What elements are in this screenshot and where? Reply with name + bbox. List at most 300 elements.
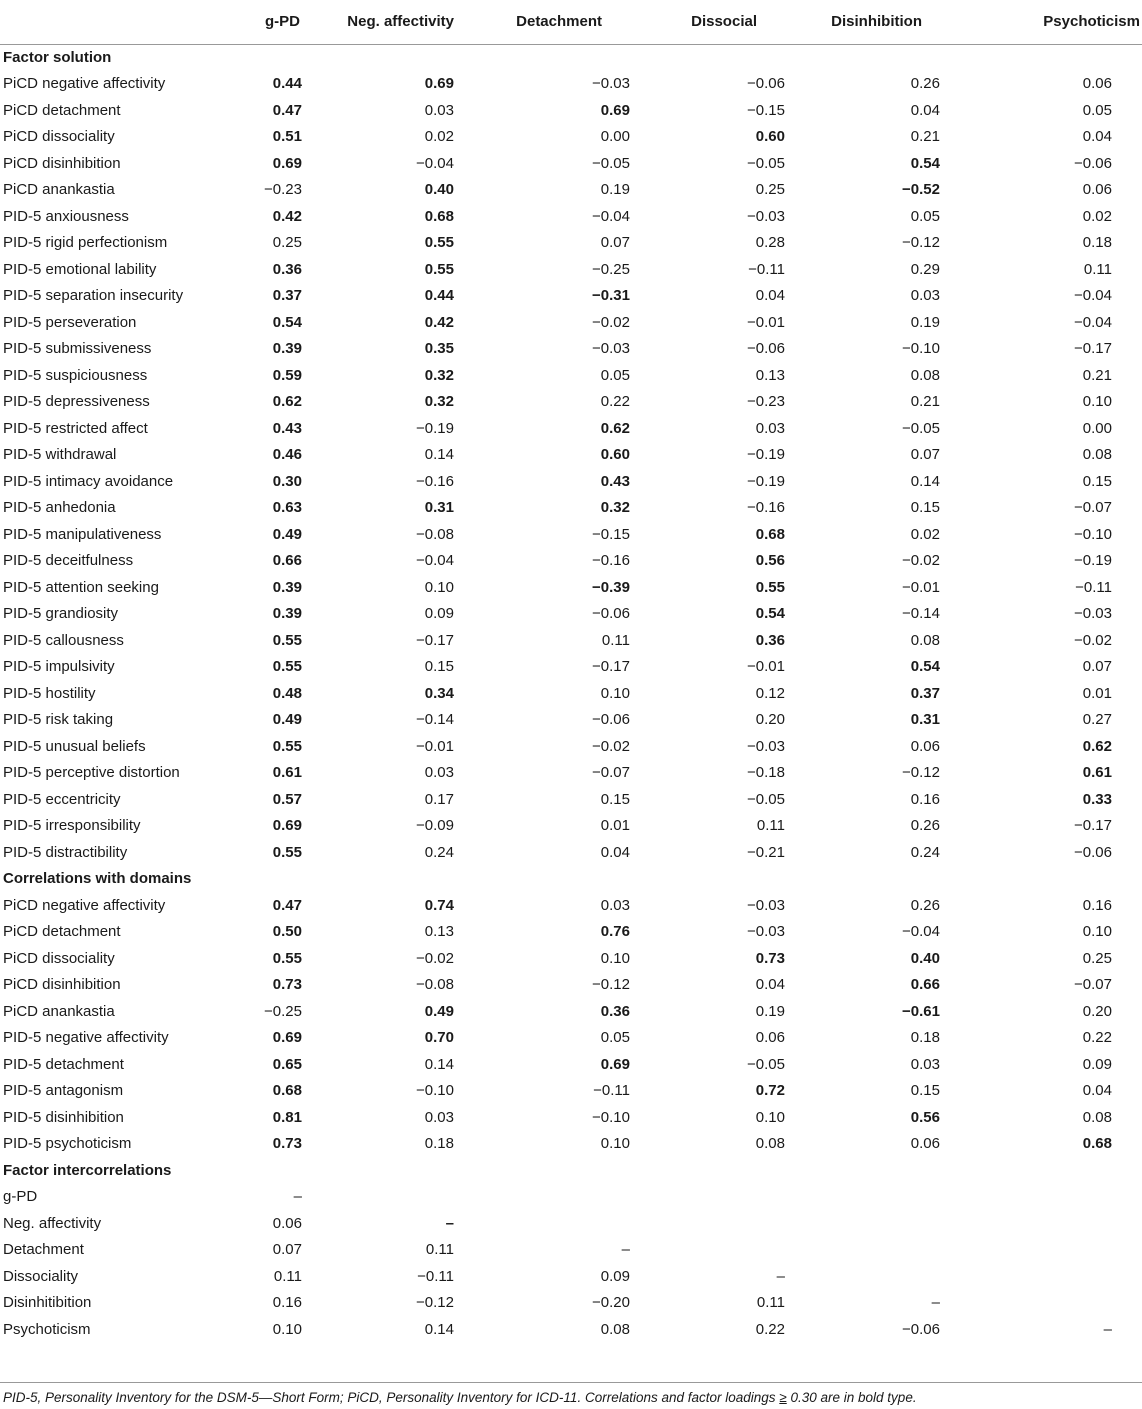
table-cell: 0.37 bbox=[910, 684, 940, 702]
table-cell: −0.14 bbox=[416, 711, 454, 729]
table-cell: 0.74 bbox=[424, 896, 454, 914]
table-cell: −0.14 bbox=[902, 605, 940, 623]
table-cell: 0.04 bbox=[910, 101, 940, 119]
table-cell: 0.73 bbox=[272, 976, 302, 994]
table-cell: −0.12 bbox=[902, 234, 940, 252]
table-cell bbox=[632, 1210, 786, 1237]
table-row bbox=[0, 1263, 1142, 1290]
table-cell: −0.25 bbox=[264, 1002, 302, 1020]
table-cell: 0.20 bbox=[1082, 1002, 1112, 1020]
table-cell: −0.05 bbox=[592, 154, 630, 172]
table-cell: 0.15 bbox=[910, 1082, 940, 1100]
table-cell: −0.04 bbox=[416, 552, 454, 570]
table-cell bbox=[786, 1237, 942, 1264]
row-label: PiCD dissociality bbox=[3, 949, 115, 967]
table-cell: 0.51 bbox=[272, 128, 302, 146]
table-cell: 0.55 bbox=[272, 843, 302, 861]
header-g-pd: g-PD bbox=[202, 0, 302, 44]
table-cell: 0.07 bbox=[272, 1241, 302, 1259]
table-cell: 0.06 bbox=[1082, 181, 1112, 199]
table-cell: 0.16 bbox=[910, 790, 940, 808]
table-cell: 0.21 bbox=[910, 128, 940, 146]
row-label: PID-5 rigid perfectionism bbox=[3, 234, 168, 252]
table-cell: −0.11 bbox=[593, 1082, 630, 1100]
table-row bbox=[0, 389, 1142, 416]
table-cell: 0.18 bbox=[424, 1135, 454, 1153]
table-cell: −0.17 bbox=[416, 631, 454, 649]
table-cell: 0.81 bbox=[272, 1108, 302, 1126]
table-row bbox=[0, 124, 1142, 151]
table-cell: 0.04 bbox=[755, 976, 785, 994]
table-cell: 0.14 bbox=[910, 472, 940, 490]
table-cell: −0.08 bbox=[416, 976, 454, 994]
table-cell: 0.54 bbox=[272, 313, 302, 331]
table-cell bbox=[456, 1184, 632, 1211]
row-label: PID-5 detachment bbox=[3, 1055, 124, 1073]
table-row bbox=[0, 548, 1142, 575]
table-cell: 0.57 bbox=[272, 790, 302, 808]
row-label: PID-5 separation insecurity bbox=[3, 287, 184, 305]
table-cell: −0.06 bbox=[592, 605, 630, 623]
table-cell: 0.21 bbox=[910, 393, 940, 411]
table-row bbox=[0, 998, 1142, 1025]
table-cell: 0.10 bbox=[600, 949, 630, 967]
table-cell: 0.36 bbox=[755, 631, 785, 649]
table-cell bbox=[632, 1184, 786, 1211]
table-cell: 0.61 bbox=[272, 764, 302, 782]
table-cell: 0.06 bbox=[910, 737, 940, 755]
table-cell: 0.11 bbox=[756, 817, 785, 835]
table-row bbox=[0, 601, 1142, 628]
table-cell: −0.07 bbox=[1074, 499, 1112, 517]
table-cell: −0.10 bbox=[902, 340, 940, 358]
table-cell: −0.04 bbox=[1074, 287, 1112, 305]
table-cell: 0.15 bbox=[600, 790, 630, 808]
table-row bbox=[0, 654, 1142, 681]
row-label: PID-5 attention seeking bbox=[3, 578, 159, 596]
table-row bbox=[0, 336, 1142, 363]
table-cell: 0.07 bbox=[910, 446, 940, 464]
table-cell: −0.01 bbox=[416, 737, 454, 755]
table-row bbox=[0, 972, 1142, 999]
table-cell: 0.28 bbox=[755, 234, 785, 252]
table-cell: 0.47 bbox=[272, 101, 302, 119]
table-cell: 0.55 bbox=[272, 949, 302, 967]
table-footnote bbox=[3, 1390, 917, 1405]
row-label: PID-5 psychoticism bbox=[3, 1135, 132, 1153]
table-cell: 0.02 bbox=[424, 128, 454, 146]
table-cell: −0.19 bbox=[1074, 552, 1112, 570]
row-label: PID-5 hostility bbox=[3, 684, 96, 702]
table-cell: 0.14 bbox=[424, 1320, 454, 1338]
table-cell: −0.12 bbox=[592, 976, 630, 994]
table-cell: −0.02 bbox=[592, 737, 630, 755]
row-label: PID-5 eccentricity bbox=[3, 790, 121, 808]
table-cell: 0.69 bbox=[600, 1055, 630, 1073]
table-row bbox=[0, 1104, 1142, 1131]
table-cell: −0.04 bbox=[902, 923, 940, 941]
table-cell: −0.16 bbox=[592, 552, 630, 570]
table-cell: 0.63 bbox=[272, 499, 302, 517]
table-cell: −0.03 bbox=[592, 75, 630, 93]
table-cell: 0.03 bbox=[910, 1055, 940, 1073]
table-cell: 0.48 bbox=[272, 684, 302, 702]
table-row bbox=[0, 468, 1142, 495]
table-cell: 0.09 bbox=[600, 1267, 630, 1285]
table-cell: −0.19 bbox=[747, 472, 785, 490]
row-label: PID-5 perceptive distortion bbox=[3, 764, 180, 782]
table-cell: 0.33 bbox=[1082, 790, 1112, 808]
table-row bbox=[0, 283, 1142, 310]
table-cell bbox=[456, 1210, 632, 1237]
table-cell: 0.14 bbox=[424, 446, 454, 464]
table-cell: – bbox=[1103, 1320, 1112, 1338]
table-cell: 0.29 bbox=[910, 260, 940, 278]
table-cell: −0.05 bbox=[902, 419, 940, 437]
table-row bbox=[0, 1078, 1142, 1105]
table-cell: −0.21 bbox=[747, 843, 785, 861]
table-row bbox=[0, 256, 1142, 283]
table-cell: −0.03 bbox=[747, 896, 785, 914]
table-cell: 0.05 bbox=[600, 1029, 630, 1047]
table-cell: – bbox=[445, 1214, 454, 1232]
table-cell: −0.10 bbox=[416, 1082, 454, 1100]
row-label: PiCD dissociality bbox=[3, 128, 115, 146]
table-row bbox=[0, 362, 1142, 389]
table-cell: −0.01 bbox=[902, 578, 940, 596]
table-row bbox=[0, 574, 1142, 601]
table-cell: −0.17 bbox=[1074, 817, 1112, 835]
section-header-row bbox=[0, 1157, 1142, 1184]
table-cell: 0.31 bbox=[424, 499, 454, 517]
table-cell: −0.03 bbox=[747, 207, 785, 225]
row-label: Dissociality bbox=[3, 1267, 79, 1285]
table-cell: 0.10 bbox=[600, 684, 630, 702]
table-cell: 0.68 bbox=[755, 525, 785, 543]
table-cell: −0.04 bbox=[416, 154, 454, 172]
table-cell: 0.11 bbox=[756, 1294, 785, 1312]
table-cell: 0.56 bbox=[910, 1108, 940, 1126]
table-cell: −0.12 bbox=[416, 1294, 454, 1312]
table-cell: 0.10 bbox=[1082, 393, 1112, 411]
row-label: PID-5 perseveration bbox=[3, 313, 137, 331]
table-cell: 0.10 bbox=[272, 1320, 302, 1338]
table-cell: 0.32 bbox=[424, 393, 454, 411]
footnote-text-end: 0.30 are in bold type. bbox=[786, 1390, 917, 1405]
table-cell: 0.08 bbox=[1082, 1108, 1112, 1126]
table-cell: 0.40 bbox=[910, 949, 940, 967]
header-disinhibition: Disinhibition bbox=[786, 0, 942, 44]
table-cell: 0.16 bbox=[1082, 896, 1112, 914]
table-cell: −0.06 bbox=[747, 340, 785, 358]
table-cell: −0.02 bbox=[416, 949, 454, 967]
table-cell: 0.62 bbox=[1082, 737, 1112, 755]
table-cell: 0.04 bbox=[1082, 1082, 1112, 1100]
row-label: PiCD detachment bbox=[3, 101, 121, 119]
table-cell: −0.17 bbox=[1074, 340, 1112, 358]
row-label: PID-5 impulsivity bbox=[3, 658, 115, 676]
table-cell: 0.73 bbox=[272, 1135, 302, 1153]
row-label: PiCD disinhibition bbox=[3, 154, 121, 172]
row-label: PiCD anankastia bbox=[3, 181, 115, 199]
table-cell: 0.14 bbox=[424, 1055, 454, 1073]
table-cell: 0.05 bbox=[910, 207, 940, 225]
table-cell: 0.49 bbox=[424, 1002, 454, 1020]
table-cell: 0.22 bbox=[1082, 1029, 1112, 1047]
table-cell: 0.25 bbox=[272, 234, 302, 252]
table-cell: −0.03 bbox=[747, 923, 785, 941]
table-cell: −0.05 bbox=[747, 1055, 785, 1073]
table-row bbox=[0, 892, 1142, 919]
table-cell: 0.26 bbox=[910, 817, 940, 835]
table-row bbox=[0, 813, 1142, 840]
table-cell: −0.17 bbox=[592, 658, 630, 676]
table-row bbox=[0, 1025, 1142, 1052]
table-cell: 0.06 bbox=[910, 1135, 940, 1153]
table-cell: 0.43 bbox=[600, 472, 630, 490]
table-cell: 0.44 bbox=[424, 287, 454, 305]
table-cell: 0.16 bbox=[272, 1294, 302, 1312]
table-cell: 0.65 bbox=[272, 1055, 302, 1073]
row-label: PiCD disinhibition bbox=[3, 976, 121, 994]
table-cell: 0.20 bbox=[755, 711, 785, 729]
table-cell: −0.52 bbox=[902, 181, 940, 199]
table-cell: 0.03 bbox=[755, 419, 785, 437]
table-cell: 0.35 bbox=[424, 340, 454, 358]
table-cell: −0.12 bbox=[902, 764, 940, 782]
table-cell: 0.11 bbox=[425, 1241, 454, 1259]
table-cell: −0.11 bbox=[417, 1267, 454, 1285]
table-cell: – bbox=[621, 1241, 630, 1259]
table-cell: – bbox=[293, 1188, 302, 1206]
table-cell: 0.68 bbox=[1082, 1135, 1112, 1153]
table-cell: 0.69 bbox=[424, 75, 454, 93]
table-cell: 0.27 bbox=[1082, 711, 1112, 729]
row-label: PID-5 distractibility bbox=[3, 843, 128, 861]
table-row bbox=[0, 442, 1142, 469]
footnote-symbol: ≥ bbox=[779, 1390, 787, 1405]
table-cell: 0.56 bbox=[755, 552, 785, 570]
table-cell: 0.12 bbox=[755, 684, 785, 702]
table-cell: 0.08 bbox=[910, 366, 940, 384]
table-cell: −0.19 bbox=[747, 446, 785, 464]
table-row bbox=[0, 1290, 1142, 1317]
table-cell: 0.01 bbox=[1082, 684, 1112, 702]
table-cell: −0.03 bbox=[1074, 605, 1112, 623]
row-label: PiCD negative affectivity bbox=[3, 896, 166, 914]
table-cell: 0.26 bbox=[910, 896, 940, 914]
row-label: PiCD negative affectivity bbox=[3, 75, 166, 93]
table-cell bbox=[786, 1184, 942, 1211]
row-label: PID-5 depressiveness bbox=[3, 393, 150, 411]
table-row bbox=[0, 71, 1142, 98]
table-row bbox=[0, 150, 1142, 177]
table-cell: 0.04 bbox=[1082, 128, 1112, 146]
table-row bbox=[0, 680, 1142, 707]
table-cell: 0.03 bbox=[424, 101, 454, 119]
row-label: PiCD anankastia bbox=[3, 1002, 115, 1020]
table-row bbox=[0, 415, 1142, 442]
table-cell bbox=[632, 1237, 786, 1264]
table-row bbox=[0, 733, 1142, 760]
table-cell: 0.08 bbox=[600, 1320, 630, 1338]
table-cell: 0.37 bbox=[272, 287, 302, 305]
table-row bbox=[0, 495, 1142, 522]
table-cell bbox=[942, 1210, 1142, 1237]
table-cell: 0.10 bbox=[755, 1108, 785, 1126]
row-label: PID-5 callousness bbox=[3, 631, 124, 649]
table-cell: 0.10 bbox=[600, 1135, 630, 1153]
table-cell: −0.23 bbox=[747, 393, 785, 411]
header-detachment: Detachment bbox=[456, 0, 632, 44]
table-cell: 0.49 bbox=[272, 711, 302, 729]
table-row bbox=[0, 97, 1142, 124]
table-cell: 0.44 bbox=[272, 75, 302, 93]
table-cell: 0.02 bbox=[1082, 207, 1112, 225]
row-label: Neg. affectivity bbox=[3, 1214, 102, 1232]
table-cell: 0.31 bbox=[910, 711, 940, 729]
table-cell: 0.10 bbox=[424, 578, 454, 596]
table-row bbox=[0, 1051, 1142, 1078]
table-cell: −0.01 bbox=[747, 313, 785, 331]
table-row bbox=[0, 945, 1142, 972]
table-cell: 0.08 bbox=[755, 1135, 785, 1153]
table-cell: 0.06 bbox=[755, 1029, 785, 1047]
table-row bbox=[0, 1237, 1142, 1264]
table-cell bbox=[942, 1263, 1142, 1290]
table-cell: 0.08 bbox=[910, 631, 940, 649]
table-header bbox=[0, 0, 1142, 44]
table-cell: 0.06 bbox=[272, 1214, 302, 1232]
row-label: PID-5 risk taking bbox=[3, 711, 114, 729]
table-cell: 0.54 bbox=[910, 154, 940, 172]
table-row bbox=[0, 839, 1142, 866]
table-cell: 0.19 bbox=[910, 313, 940, 331]
table-cell: −0.06 bbox=[747, 75, 785, 93]
table-cell: −0.15 bbox=[747, 101, 785, 119]
table-cell: 0.69 bbox=[272, 817, 302, 835]
table-cell: 0.25 bbox=[1082, 949, 1112, 967]
row-label: Disinhitibition bbox=[3, 1294, 92, 1312]
table-cell: 0.09 bbox=[1082, 1055, 1112, 1073]
table-cell: −0.06 bbox=[1074, 154, 1112, 172]
table-cell: −0.16 bbox=[416, 472, 454, 490]
table-cell: 0.18 bbox=[1082, 234, 1112, 252]
row-label: PID-5 anxiousness bbox=[3, 207, 129, 225]
table-row bbox=[0, 309, 1142, 336]
table-cell: −0.16 bbox=[747, 499, 785, 517]
table-cell: −0.02 bbox=[592, 313, 630, 331]
table-cell: 0.19 bbox=[600, 181, 630, 199]
table-cell: 0.06 bbox=[1082, 75, 1112, 93]
table-row bbox=[0, 919, 1142, 946]
table-cell: 0.55 bbox=[272, 658, 302, 676]
table-cell bbox=[942, 1290, 1142, 1317]
table-cell: 0.50 bbox=[272, 923, 302, 941]
table-cell: −0.05 bbox=[747, 154, 785, 172]
table-cell: 0.39 bbox=[272, 605, 302, 623]
row-label: PID-5 manipulativeness bbox=[3, 525, 162, 543]
row-label: PID-5 disinhibition bbox=[3, 1108, 124, 1126]
table-row bbox=[0, 1131, 1142, 1158]
table-cell: 0.54 bbox=[755, 605, 785, 623]
table-cell: 0.04 bbox=[755, 287, 785, 305]
bottom-rule bbox=[0, 1382, 1142, 1383]
table-cell bbox=[942, 1237, 1142, 1264]
table-cell: 0.72 bbox=[755, 1082, 785, 1100]
table-cell bbox=[302, 1184, 456, 1211]
table-cell: 0.39 bbox=[272, 340, 302, 358]
table-cell: 0.30 bbox=[272, 472, 302, 490]
table-cell: 0.32 bbox=[600, 499, 630, 517]
table-row bbox=[0, 521, 1142, 548]
table-cell: 0.62 bbox=[600, 419, 630, 437]
table-cell: 0.70 bbox=[424, 1029, 454, 1047]
table-cell: −0.02 bbox=[902, 552, 940, 570]
row-label: PID-5 submissiveness bbox=[3, 340, 152, 358]
section-title: Factor solution bbox=[3, 49, 112, 66]
table-cell: 0.25 bbox=[755, 181, 785, 199]
table-cell: 0.61 bbox=[1082, 764, 1112, 782]
table-cell: 0.11 bbox=[273, 1267, 302, 1285]
table-cell: 0.36 bbox=[272, 260, 302, 278]
table-cell: 0.00 bbox=[1082, 419, 1112, 437]
table-cell: 0.03 bbox=[424, 764, 454, 782]
table-cell: 0.34 bbox=[424, 684, 454, 702]
header-neg-affectivity: Neg. affectivity bbox=[302, 0, 456, 44]
table-cell: 0.04 bbox=[600, 843, 630, 861]
row-label: PID-5 intimacy avoidance bbox=[3, 472, 174, 490]
table-cell: 0.05 bbox=[1082, 101, 1112, 119]
table-cell: 0.03 bbox=[910, 287, 940, 305]
table-cell: −0.07 bbox=[592, 764, 630, 782]
section-header-row bbox=[0, 44, 1142, 71]
table-cell: 0.24 bbox=[910, 843, 940, 861]
table-cell: 0.55 bbox=[424, 234, 454, 252]
table-body bbox=[0, 44, 1142, 1343]
row-label: PID-5 withdrawal bbox=[3, 446, 117, 464]
table-cell: −0.18 bbox=[747, 764, 785, 782]
table-cell: −0.05 bbox=[747, 790, 785, 808]
table-cell: 0.60 bbox=[600, 446, 630, 464]
table-cell: −0.61 bbox=[902, 1002, 940, 1020]
table-cell: −0.06 bbox=[902, 1320, 940, 1338]
table-cell: −0.07 bbox=[1074, 976, 1112, 994]
row-label: PID-5 deceitfulness bbox=[3, 552, 134, 570]
table-cell: 0.19 bbox=[755, 1002, 785, 1020]
table-cell: 0.24 bbox=[424, 843, 454, 861]
section-title: Factor intercorrelations bbox=[3, 1161, 172, 1179]
table-row bbox=[0, 203, 1142, 230]
table-cell: −0.04 bbox=[1074, 313, 1112, 331]
table-cell: 0.13 bbox=[424, 923, 454, 941]
row-label: PID-5 restricted affect bbox=[3, 419, 148, 437]
table-cell: −0.03 bbox=[592, 340, 630, 358]
table-cell: −0.10 bbox=[592, 1108, 630, 1126]
table-cell: 0.49 bbox=[272, 525, 302, 543]
row-label: PID-5 negative affectivity bbox=[3, 1029, 169, 1047]
table-row bbox=[0, 230, 1142, 257]
table-row bbox=[0, 786, 1142, 813]
table-cell bbox=[942, 1184, 1142, 1211]
table-cell: 0.09 bbox=[424, 605, 454, 623]
table-row bbox=[0, 177, 1142, 204]
row-label: g-PD bbox=[3, 1188, 38, 1206]
table-cell: 0.68 bbox=[424, 207, 454, 225]
table-cell: 0.55 bbox=[272, 631, 302, 649]
row-label: PID-5 anhedonia bbox=[3, 499, 116, 517]
table-cell: −0.15 bbox=[592, 525, 630, 543]
